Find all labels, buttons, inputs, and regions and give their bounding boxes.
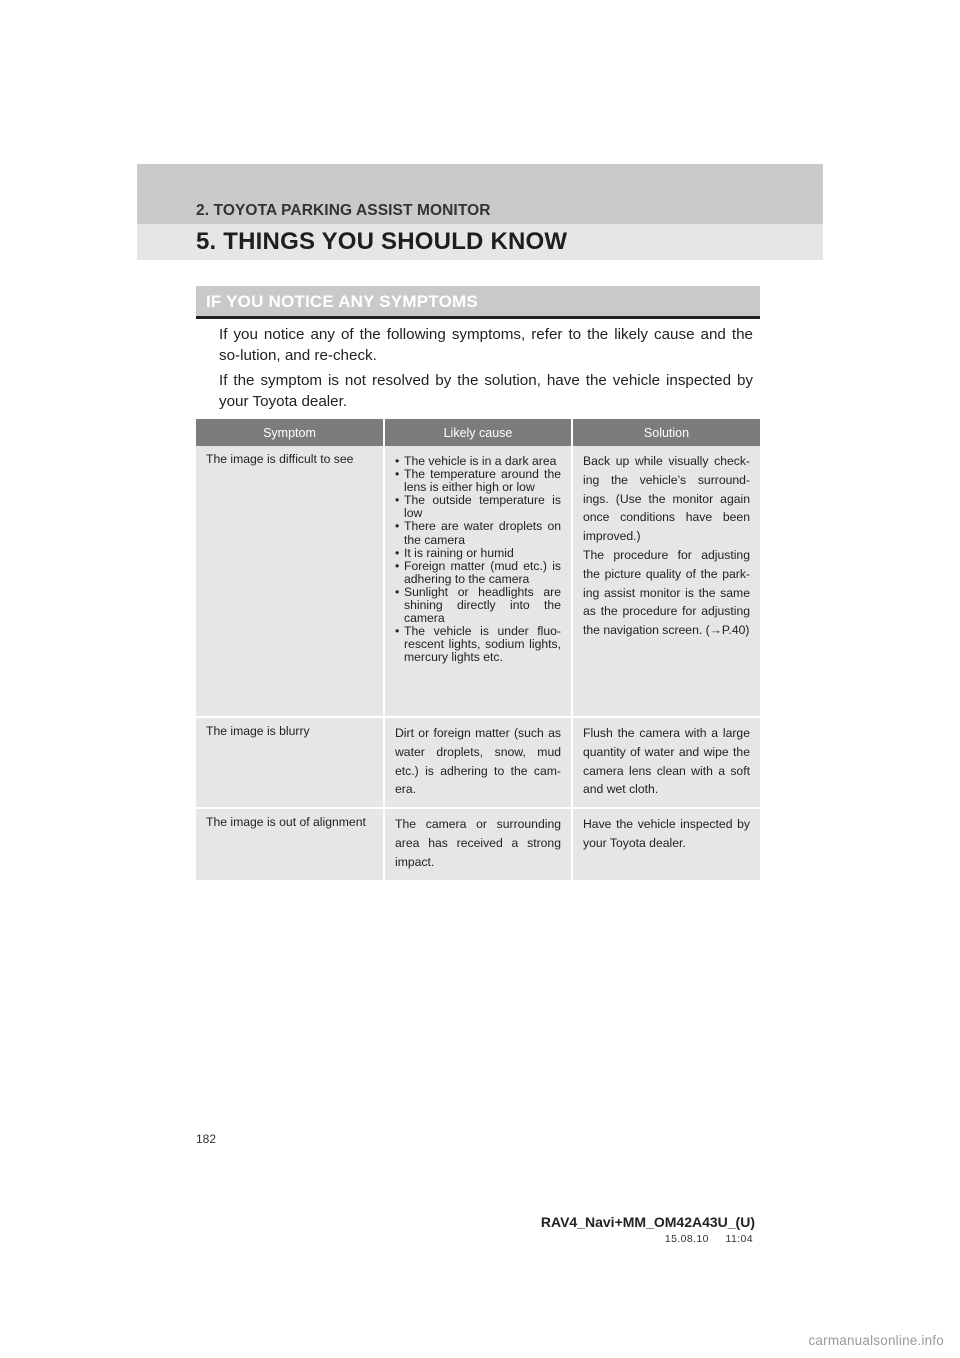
column-header-solution: Solution (572, 419, 760, 446)
page-title: 5. THINGS YOU SHOULD KNOW (196, 228, 568, 255)
list-item: • There are water droplets on the camera (395, 520, 561, 546)
column-header-symptom: Symptom (196, 419, 384, 446)
solution-text: Have the vehicle inspected by your Toyota dealer. (583, 817, 750, 850)
table-row (196, 717, 760, 808)
list-item: • Foreign matter (mud etc.) is adhering to the camera (395, 560, 561, 586)
intro-paragraph: If the symptom is not resolved by the solution, have the vehicle inspected by your Toyota dealer. (219, 372, 753, 410)
intro-paragraph: If you notice any of the following symptoms, refer to the likely cause and the so-lution, and re-check. (219, 326, 753, 364)
table-row (196, 446, 760, 717)
list-item: • The temperature around the lens is either high or low (395, 468, 561, 494)
table-row (196, 808, 760, 879)
section-label: 2. TOYOTA PARKING ASSIST MONITOR (196, 202, 491, 219)
list-item: • The outside temperature is low (395, 494, 561, 520)
list-item: • Sunlight or headlights are shining directly into the camera (395, 586, 561, 625)
cause-text: The camera or surrounding area has received a strong impact. (395, 817, 561, 869)
cause-cell (384, 717, 572, 808)
solution-text: Flush the camera with a large quantity of water and wipe the camera lens clean with a soft and wet cloth. (583, 726, 750, 797)
subsection-title: IF YOU NOTICE ANY SYMPTOMS (206, 292, 478, 311)
cause-cell (384, 446, 572, 717)
column-header-likely-cause: Likely cause (384, 419, 572, 446)
solution-cell (572, 808, 760, 879)
list-item: • The vehicle is in a dark area (395, 455, 561, 468)
solution-text: Back up while visually check-ing the vehicle’s surround-ings. (Use the monitor again once conditions have been improved.) (583, 454, 750, 544)
page-number: 182 (196, 1132, 217, 1146)
symptom-cell: The image is out of alignment (196, 808, 384, 879)
symptoms-table (196, 419, 760, 880)
solution-text: The procedure for adjusting the picture quality of the park-ing assist monitor is the same as the procedure for adjusting the navigation screen. (→P.40) (583, 547, 750, 638)
document-timestamp: 15.08.10 11:04 (664, 1233, 753, 1245)
table-header-row (196, 419, 760, 446)
symptom-cell: The image is difficult to see (196, 446, 384, 717)
document-code: RAV4_Navi+MM_OM42A43U_(U) (540, 1214, 755, 1230)
cause-text: Dirt or foreign matter (such as water droplets, snow, mud etc.) is adhering to the cam-era. (395, 726, 561, 797)
cause-list (395, 455, 561, 665)
symptom-cell: The image is blurry (196, 717, 384, 808)
solution-cell (572, 717, 760, 808)
cause-cell (384, 808, 572, 879)
solution-cell (572, 446, 760, 717)
list-item: • It is raining or humid (395, 547, 561, 560)
watermark: carmanualsonline.info (808, 1333, 944, 1348)
subsection-rule (196, 316, 760, 319)
list-item: • The vehicle is under fluo-rescent lights, sodium lights, mercury lights etc. (395, 625, 561, 664)
